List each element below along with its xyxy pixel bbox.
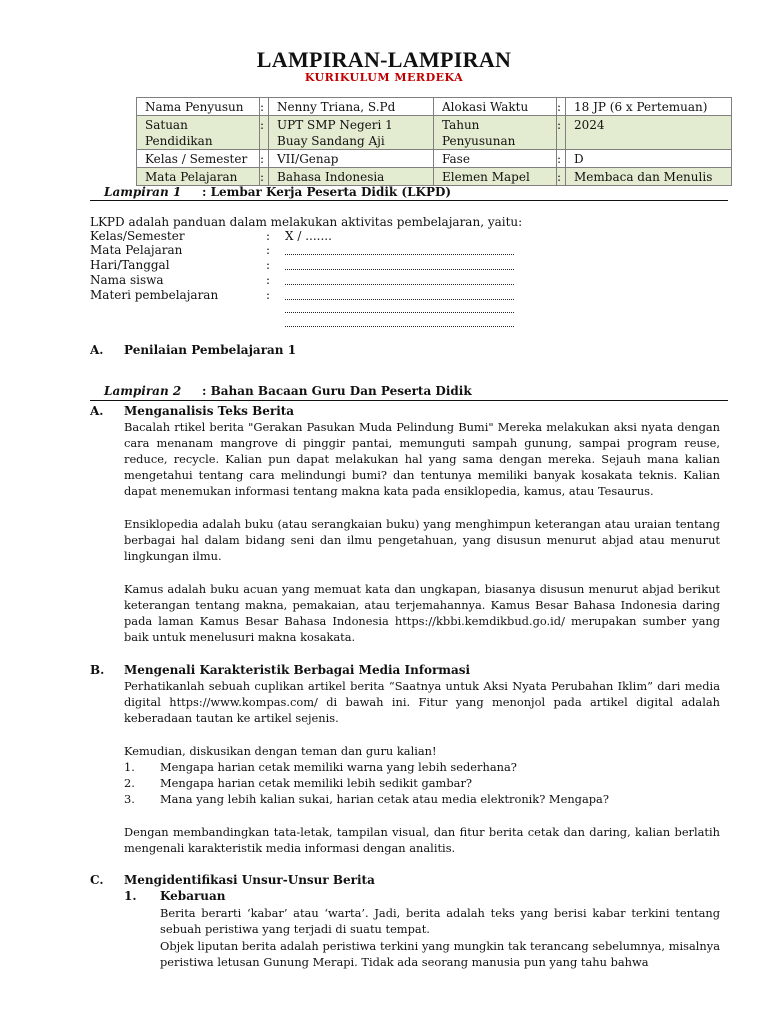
table-label: Mata Pelajaran — [137, 168, 260, 186]
table-value: Membaca dan Menulis — [566, 168, 732, 186]
section-divider — [90, 400, 728, 401]
field-colon: : — [266, 273, 271, 287]
list-number: 2. — [124, 776, 135, 790]
lampiran2-title: : Bahan Bacaan Guru Dan Peserta Didik — [202, 384, 472, 398]
paragraph: Ensiklopedia adalah buku (atau serangkaian buku) yang menghimpun keterangan atau uraian tentang berbagai hal dalam bidang seni dan ilmu pengetahuan, yang disusun menurut abjad atau menurut lingkungan ilmu. — [124, 517, 720, 563]
table-label: Tahun Penyusunan — [434, 116, 557, 150]
table-colon: : — [557, 168, 566, 186]
table-value: Nenny Triana, S.Pd — [269, 98, 434, 116]
list-item: Mengapa harian cetak memiliki warna yang lebih sederhana? — [160, 760, 517, 774]
list-item: Mengapa harian cetak memiliki lebih sedikit gambar? — [160, 776, 472, 790]
lampiran1-label: Lampiran 1 — [104, 185, 182, 199]
fill-in-line — [285, 284, 514, 285]
table-value: D — [566, 150, 732, 168]
section-divider — [90, 200, 728, 201]
table-row — [137, 168, 732, 186]
table-value: UPT SMP Negeri 1 Buay Sandang Aji — [269, 116, 434, 150]
page-title: LAMPIRAN-LAMPIRAN — [256, 47, 512, 72]
field-colon: : — [266, 258, 271, 272]
section-title: Mengidentifikasi Unsur-Unsur Berita — [124, 873, 375, 887]
table-label: Fase — [434, 150, 557, 168]
paragraph: Bacalah rtikel berita "Gerakan Pasukan Muda Pelindung Bumi" Mereka melakukan aksi nyata dengan cara menanam mangrove di pinggir pantai, memunguti sampah gunung, sampai program reuse, reduce, recycle. Kalian pun dapat melakukan hal yang sama dengan mereka. Sejauh mana kalian mengetahui tentang cara melindungi bumi? dan tentunya memiliki banyak kosakata teknis. Kalian dapat menemukan informasi tentang makna kata pada ensiklopedia, kamus, atau Tesaurus. — [124, 420, 720, 498]
section-letter: C. — [90, 873, 104, 887]
table-label: Satuan Pendidikan — [137, 116, 260, 150]
fill-in-line — [285, 312, 514, 313]
section-title: Penilaian Pembelajaran 1 — [124, 343, 297, 357]
table-value: 18 JP (6 x Pertemuan) — [566, 98, 732, 116]
paragraph: Kamus adalah buku acuan yang memuat kata dan ungkapan, biasanya disusun menurut abjad berikut keterangan tentang makna, pemakaian, atau terjemahannya. Kamus Besar Bahasa Indonesia daring pada laman Kamus Besar Bahasa Indonesia https://kbbi.kemdikbud.go.id/ merupakan sumber yang baik untuk menelusuri makna kosakata. — [124, 582, 720, 644]
table-value: 2024 — [566, 116, 732, 150]
field-label-hari: Hari/Tanggal — [90, 258, 170, 272]
table-label: Kelas / Semester — [137, 150, 260, 168]
paragraph: Objek liputan berita adalah peristiwa terkini yang mungkin tak terancang sebelumnya, misalnya peristiwa letusan Gunung Merapi. Tidak ada seorang manusia pun yang tahu bahwa — [160, 939, 720, 969]
field-label-mapel: Mata Pelajaran — [90, 243, 183, 257]
table-row — [137, 150, 732, 168]
paragraph: Perhatikanlah sebuah cuplikan artikel berita “Saatnya untuk Aksi Nyata Perubahan Iklim” dari media digital https://www.kompas.com/ di bawah ini. Fitur yang menonjol pada artikel digital adalah keberadaan tautan ke artikel sejenis. — [124, 679, 720, 725]
fill-in-line — [285, 254, 514, 255]
table-label: Elemen Mapel — [434, 168, 557, 186]
list-number: 1. — [124, 889, 137, 903]
fill-in-line — [285, 299, 514, 300]
field-colon: : — [266, 243, 271, 257]
subsection-title: Kebaruan — [160, 889, 226, 903]
field-colon: : — [266, 288, 271, 302]
table-value: Bahasa Indonesia — [269, 168, 434, 186]
list-item: Mana yang lebih kalian sukai, harian cetak atau media elektronik? Mengapa? — [160, 792, 609, 806]
table-value: VII/Genap — [269, 150, 434, 168]
section-letter: A. — [90, 404, 104, 418]
list-number: 3. — [124, 792, 135, 806]
list-number: 1. — [124, 760, 135, 774]
table-colon: : — [557, 98, 566, 116]
table-colon: : — [260, 168, 269, 186]
page-subtitle: KURIKULUM MERDEKA — [304, 71, 464, 84]
table-label: Nama Penyusun — [137, 98, 260, 116]
field-label-kelas: Kelas/Semester — [90, 229, 185, 243]
table-colon: : — [557, 116, 566, 150]
table-colon: : — [260, 116, 269, 150]
section-title: Menganalisis Teks Berita — [124, 404, 295, 418]
field-value-kelas: X / ....... — [285, 229, 332, 243]
lampiran2-label: Lampiran 2 — [104, 384, 182, 398]
table-label: Alokasi Waktu — [434, 98, 557, 116]
table-colon: : — [557, 150, 566, 168]
table-colon: : — [260, 98, 269, 116]
identity-table — [136, 97, 732, 186]
table-row — [137, 98, 732, 116]
paragraph: Dengan membandingkan tata-letak, tampilan visual, dan fitur berita cetak dan daring, kalian berlatih mengenali karakteristik media informasi dengan analitis. — [124, 825, 720, 855]
paragraph: Kemudian, diskusikan dengan teman dan guru kalian! — [124, 744, 437, 758]
field-label-nama: Nama siswa — [90, 273, 164, 287]
field-colon: : — [266, 229, 271, 243]
section-title: Mengenali Karakteristik Berbagai Media Informasi — [124, 663, 471, 677]
lampiran1-title: : Lembar Kerja Peserta Didik (LKPD) — [202, 185, 452, 199]
fill-in-line — [285, 326, 514, 327]
paragraph: Berita berarti ‘kabar’ atau ‘warta’. Jadi, berita adalah teks yang berisi kabar terkini tentang sebuah peristiwa yang terjadi di suatu tempat. — [160, 906, 720, 936]
section-letter: B. — [90, 663, 105, 677]
lkpd-intro: LKPD adalah panduan dalam melakukan aktivitas pembelajaran, yaitu: — [90, 215, 523, 229]
field-label-materi: Materi pembelajaran — [90, 288, 219, 302]
table-colon: : — [260, 150, 269, 168]
table-row — [137, 116, 732, 150]
fill-in-line — [285, 269, 514, 270]
section-letter: A. — [90, 343, 104, 357]
